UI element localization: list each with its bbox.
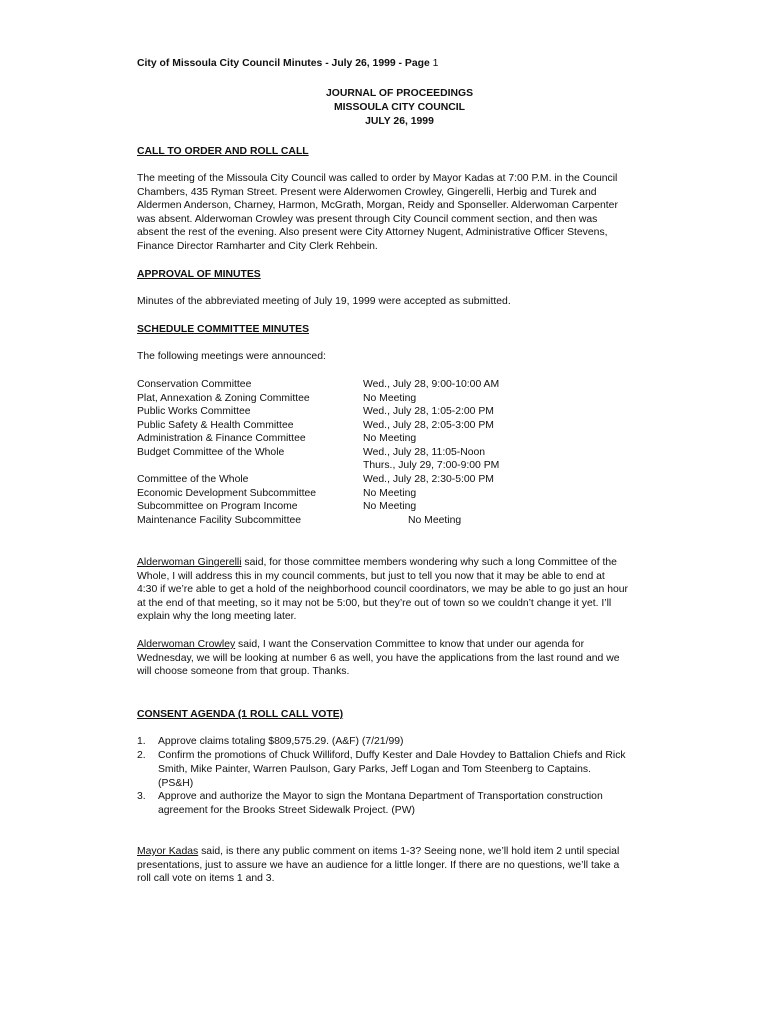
schedule-intro: The following meetings were announced: xyxy=(137,351,326,362)
committee-name: Conservation Committee xyxy=(137,379,252,390)
gingerelli-comment-line: explain why the long meeting later. xyxy=(137,611,297,622)
kadas-comment-line: Mayor Kadas said, is there any public comment on items 1-3? Seeing none, we’ll hold item 2 until special xyxy=(137,846,620,857)
kadas-comment-line: roll call vote on items 1 and 3. xyxy=(137,873,275,884)
gingerelli-comment-line: Whole, I will address this in my council comments, but just to tell you now that it may be able to end at xyxy=(137,571,605,582)
committee-name: Plat, Annexation & Zoning Committee xyxy=(137,393,310,404)
page-number: 1 xyxy=(432,58,439,69)
approval-heading: APPROVAL OF MINUTES xyxy=(137,269,261,280)
committee-name: Economic Development Subcommittee xyxy=(137,488,317,499)
committee-name: Committee of the Whole xyxy=(137,474,249,485)
call-to-order-line: was absent. Alderwoman Crowley was present through City Council comment section, and then was xyxy=(137,214,598,225)
speaker-name: Alderwoman Gingerelli xyxy=(137,557,242,568)
call-to-order-line: The meeting of the Missoula City Council was called to order by Mayor Kadas at 7:00 P.M. in the Council xyxy=(137,173,618,184)
item-text: (PS&H) xyxy=(158,778,194,789)
crowley-comment-line: Wednesday, we will be looking at number 6 as well, you have the applications from the last round and we xyxy=(137,653,620,664)
gingerelli-comment-line: 4:30 if we’re able to get a hold of the neighborhood council coordinators, we may be able to go just an hour xyxy=(137,584,628,595)
committee-time: No Meeting xyxy=(363,433,417,444)
committee-name: Budget Committee of the Whole xyxy=(137,447,285,458)
item-number: 2. xyxy=(137,750,146,761)
call-to-order-line: Chambers, 435 Ryman Street. Present were Alderwomen Crowley, Gingerelli, Herbig and Turek and xyxy=(137,187,597,198)
committee-name: Public Safety & Health Committee xyxy=(137,420,294,431)
committee-time: No Meeting xyxy=(363,393,417,404)
committee-time: Wed., July 28, 2:05-3:00 PM xyxy=(363,420,494,431)
call-to-order-line: absent the rest of the evening. Also present were City Attorney Nugent, Administrative Officer Stevens, xyxy=(137,227,608,238)
call-to-order-line: Finance Director Ramharter and City Clerk Rehbein. xyxy=(137,241,378,252)
committee-time: No Meeting xyxy=(363,501,417,512)
speaker-name: Mayor Kadas xyxy=(137,846,199,857)
speaker-name: Alderwoman Crowley xyxy=(137,639,236,650)
journal-title: JOURNAL OF PROCEEDINGS xyxy=(325,88,474,99)
item-text: Approve and authorize the Mayor to sign the Montana Department of Transportation construction xyxy=(158,791,603,802)
item-text: agreement for the Brooks Street Sidewalk Project. (PW) xyxy=(158,805,415,816)
item-text: Smith, Mike Painter, Warren Paulson, Gary Parks, Jeff Logan and Tom Steenberg to Captains. xyxy=(158,764,591,775)
approval-text: Minutes of the abbreviated meeting of July 19, 1999 were accepted as submitted. xyxy=(137,296,511,307)
gingerelli-comment-line: Alderwoman Gingerelli said, for those committee members wondering why such a long Committee of the xyxy=(137,557,617,568)
crowley-comment-line: Alderwoman Crowley said, I want the Conservation Committee to know that under our agenda for xyxy=(137,639,585,650)
committee-time: Wed., July 28, 2:30-5:00 PM xyxy=(363,474,494,485)
item-number: 1. xyxy=(137,736,146,747)
item-text: Approve claims totaling $809,575.29. (A&F) (7/21/99) xyxy=(158,736,404,747)
committee-time: No Meeting xyxy=(408,515,462,526)
council-title: MISSOULA CITY COUNCIL xyxy=(333,102,466,113)
page-header: City of Missoula City Council Minutes - July 26, 1999 - Page 1 xyxy=(137,58,439,69)
gingerelli-comment-line: at the end of that meeting, so it may not be 5:00, but they’re out of town so we couldn’t change it yet. I’ll xyxy=(137,598,612,609)
item-text: Confirm the promotions of Chuck Williford, Duffy Kester and Dale Hovdey to Battalion Chiefs and Rick xyxy=(158,750,626,761)
committee-time: Thurs., July 29, 7:00-9:00 PM xyxy=(363,460,500,471)
committee-name: Administration & Finance Committee xyxy=(137,433,306,444)
committee-name: Maintenance Facility Subcommittee xyxy=(137,515,302,526)
meeting-date: JULY 26, 1999 xyxy=(365,116,434,127)
consent-agenda-heading: CONSENT AGENDA (1 ROLL CALL VOTE) xyxy=(137,709,344,720)
committee-time: Wed., July 28, 9:00-10:00 AM xyxy=(363,379,500,390)
item-number: 3. xyxy=(137,791,146,802)
committee-time: Wed., July 28, 1:05-2:00 PM xyxy=(363,406,494,417)
committee-name: Subcommittee on Program Income xyxy=(137,501,298,512)
committee-time: Wed., July 28, 11:05-Noon xyxy=(363,447,486,458)
call-to-order-heading: CALL TO ORDER AND ROLL CALL xyxy=(137,146,309,157)
committee-time: No Meeting xyxy=(363,488,417,499)
schedule-heading: SCHEDULE COMMITTEE MINUTES xyxy=(137,324,310,335)
call-to-order-line: Aldermen Anderson, Charney, Harmon, McGrath, Morgan, Reidy and Sponseller. Alderwoman Carpenter xyxy=(137,200,618,211)
crowley-comment-line: will choose someone from that group. Thanks. xyxy=(137,666,350,677)
committee-name: Public Works Committee xyxy=(137,406,251,417)
kadas-comment-line: presentations, just to assure we have an audience for a little longer. If there are no questions, we’ll take a xyxy=(137,860,620,871)
